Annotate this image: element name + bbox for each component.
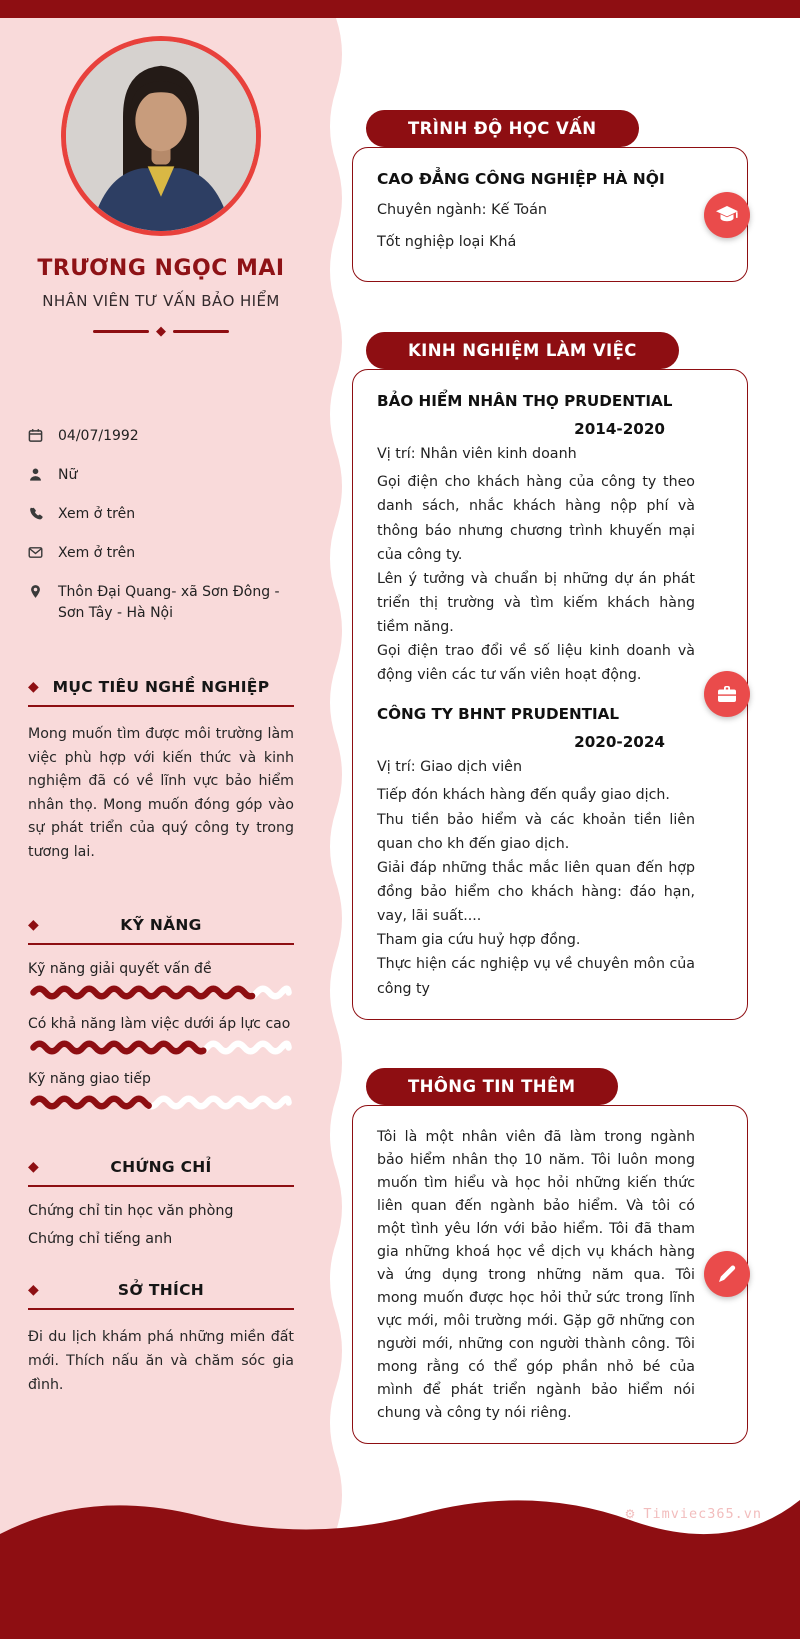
hobbies-section — [28, 1281, 294, 1397]
contact-item-email — [28, 543, 294, 564]
contact-list — [28, 426, 294, 624]
contact-item-gender — [28, 465, 294, 486]
phone-icon — [28, 506, 43, 521]
certificates-section — [28, 1158, 294, 1247]
certificate-item: Chứng chỉ tiếng anh — [28, 1231, 173, 1248]
footer-wave — [0, 1474, 800, 1639]
skill-label: Kỹ năng giao tiếp — [28, 1071, 151, 1088]
education-grade: Tốt nghiệp loại Khá — [377, 233, 517, 250]
skill-bar — [28, 1040, 294, 1055]
diamond-icon: ◆ — [28, 917, 40, 934]
skill-label: Có khả năng làm việc dưới áp lực cao — [28, 1016, 291, 1033]
main-content — [352, 18, 748, 1444]
brand-watermark — [625, 1506, 762, 1522]
candidate-name: TRƯƠNG NGỌC MAI — [37, 256, 285, 281]
job-detail: Lên ý tưởng và chuẩn bị những dự án phát triển thị trường và tìm kiếm khách hàng tiềm năng. — [377, 570, 695, 636]
certificate-item: Chứng chỉ tin học văn phòng — [28, 1203, 234, 1220]
diamond-icon: ◆ — [28, 679, 40, 695]
company-name: BẢO HIỂM NHÂN THỌ PRUDENTIAL — [377, 392, 673, 411]
job-detail: Gọi điện trao đổi về số liệu kinh doanh và động viên các tư vấn viên hoạt động. — [377, 643, 695, 684]
email-text: Xem ở trên — [58, 545, 136, 561]
job-detail: Thực hiện các nghiệp vụ về chuyên môn của công ty — [377, 956, 695, 997]
experience-section — [352, 332, 748, 1020]
envelope-icon — [28, 545, 43, 560]
contact-item-address — [28, 582, 294, 624]
education-section — [352, 110, 748, 282]
graduation-cap-icon — [704, 192, 750, 238]
skill-item — [28, 961, 294, 1000]
name-divider — [28, 325, 294, 338]
phone-text: Xem ở trên — [58, 506, 136, 522]
additional-info-section — [352, 1068, 748, 1444]
objective-heading: ◆ MỤC TIÊU NGHỀ NGHIỆP — [28, 678, 294, 707]
sidebar-wave-edge — [322, 18, 346, 1639]
experience-box — [352, 369, 748, 1020]
pen-icon — [704, 1251, 750, 1297]
job-period: 2014-2020 — [574, 420, 665, 439]
job-position: Vị trí: Nhân viên kinh doanh — [377, 446, 577, 463]
diamond-icon: ◆ — [28, 1282, 40, 1299]
additional-info-section-header: THÔNG TIN THÊM — [366, 1068, 618, 1105]
skills-section — [28, 916, 294, 1110]
avatar — [66, 41, 256, 231]
job-detail: Giải đáp những thắc mắc liên quan đến hợp đồng bảo hiểm cho khách hàng: đáo hạn, vay, lãi suất.... — [377, 859, 695, 925]
footer — [0, 1474, 800, 1639]
sidebar — [0, 18, 322, 1639]
job-entry — [377, 705, 695, 1000]
objective-text: Mong muốn tìm được môi trường làm việc phù hợp với kiến thức và kinh nghiệm đã có về lĩnh vực bảo hiểm nhân thọ. Mong muốn đóng góp vào sự phát triển của quý công ty trong tương lai. — [28, 726, 294, 860]
job-detail: Thu tiền bảo hiểm và các khoản tiền liên quan cho kh đến giao dịch. — [377, 811, 695, 852]
gear-icon: ⚙ — [624, 1507, 637, 1521]
job-entry — [377, 392, 695, 687]
additional-info-box — [352, 1105, 748, 1444]
skill-item — [28, 1071, 294, 1110]
experience-section-header: KINH NGHIỆM LÀM VIỆC — [366, 332, 679, 369]
diamond-icon: ◆ — [28, 1159, 40, 1176]
additional-info-text: Tôi là một nhân viên đã làm trong ngành bảo hiểm nhân thọ 10 năm. Tôi luôn mong muốn tìm hiểu và học hỏi những kiến thức liên quan đến ngành bảo hiểm. Và tôi có một tình yêu lớn với bảo hiểm. Tôi đã tham gia những khoá học về dịch vụ khách hàng và ứng dụng trong những năm qua. Tôi mong muốn được học hỏi thử sức trong lĩnh vực mới, môi trường mới. Gặp gỡ những con người mới, những con người thành công. Tôi mong rằng có thể góp phần nhỏ bé của mình để phát triển ngành bảo hiểm nói chung và công ty nói riêng. — [377, 1128, 695, 1421]
job-detail: Tham gia cứu huỷ hợp đồng. — [377, 932, 581, 949]
briefcase-icon — [704, 671, 750, 717]
education-major: Chuyên ngành: Kế Toán — [377, 202, 548, 218]
skill-label: Kỹ năng giải quyết vấn đề — [28, 961, 212, 978]
objective-section — [28, 678, 294, 864]
birthday-text: 04/07/1992 — [58, 428, 139, 444]
job-position: Vị trí: Giao dịch viên — [377, 759, 523, 776]
job-period: 2020-2024 — [574, 733, 665, 752]
brand-text: Timviec365.vn — [643, 1506, 762, 1522]
skills-heading: ◆ KỸ NĂNG — [28, 916, 294, 945]
hobbies-heading: ◆ SỞ THÍCH — [28, 1281, 294, 1310]
address-text: Thôn Đại Quang- xã Sơn Đông - Sơn Tây - Hà Nội — [58, 584, 280, 621]
job-detail: Gọi điện cho khách hàng của công ty theo danh sách, nhắc khách hàng nộp phí và thông báo nhưng chương trình khuyến mại của công ty. — [377, 474, 695, 563]
skill-bar — [28, 1095, 294, 1110]
gender-text: Nữ — [58, 467, 78, 483]
skill-item — [28, 1016, 294, 1055]
top-bar — [0, 0, 800, 18]
hobbies-text: Đi du lịch khám phá những miền đất mới. Thích nấu ăn và chăm sóc gia đình. — [28, 1329, 294, 1393]
location-pin-icon — [28, 584, 43, 599]
candidate-job-title: NHÂN VIÊN TƯ VẤN BẢO HIỂM — [42, 292, 280, 310]
person-icon — [28, 467, 43, 482]
school-name: CAO ĐẲNG CÔNG NGHIỆP HÀ NỘI — [377, 170, 665, 188]
education-section-header: TRÌNH ĐỘ HỌC VẤN — [366, 110, 639, 147]
job-detail: Tiếp đón khách hàng đến quầy giao dịch. — [377, 787, 670, 804]
contact-item-birthday — [28, 426, 294, 447]
profile-photo — [61, 36, 261, 236]
company-name: CÔNG TY BHNT PRUDENTIAL — [377, 705, 620, 724]
contact-item-phone — [28, 504, 294, 525]
skill-bar — [28, 985, 294, 1000]
diamond-icon: ◆ — [156, 324, 166, 339]
education-box — [352, 147, 748, 282]
calendar-icon — [28, 428, 43, 443]
certificates-heading: ◆ CHỨNG CHỈ — [28, 1158, 294, 1187]
